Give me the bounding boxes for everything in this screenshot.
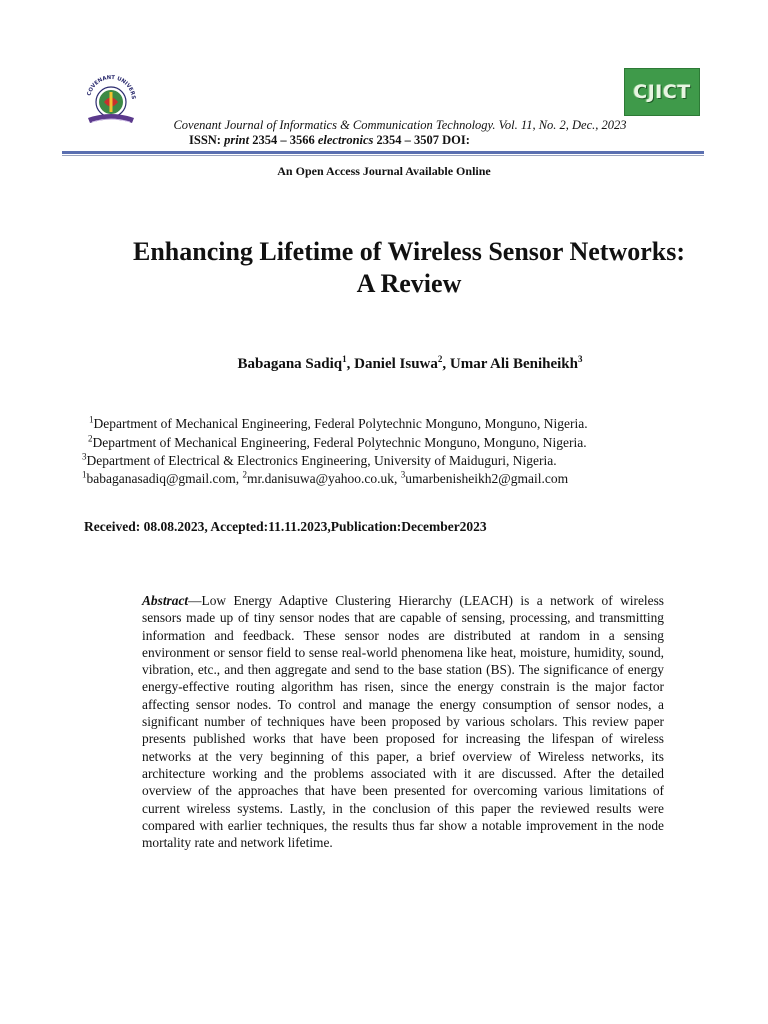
author-1-sup: 1	[342, 354, 347, 364]
header-rule-thin	[62, 155, 704, 156]
email-2-sup: 2	[242, 469, 248, 480]
author-3-sup: 3	[578, 354, 583, 364]
paper-title	[40, 236, 768, 300]
cjict-logo	[624, 68, 700, 116]
email-1: babaganasadiq@gmail.com	[86, 471, 236, 486]
affiliation-3-text: Department of Electrical & Electronics Engineering, University of Maiduguri, Nigeria.	[86, 453, 557, 468]
author-list	[0, 356, 768, 373]
email-1-sup: 1	[82, 469, 87, 480]
affiliation-1-sup: 1	[89, 414, 94, 425]
abstract-text: Low Energy Adaptive Clustering Hierarchy (LEACH) is a network of wireless sensors made up of tiny sensor nodes that are capable of sensing, processing, and transmitting information and feedback. These sensor nodes are distributed at random in a sensing environment or sensor field to sense real-world phenomena like heat, moisture, humidity, sound, vibration, etc., and then aggregate and send to the base station (BS). The significance of energy energy-effective routing algorithm has risen, since the energy constrain is the major factor affecting sensor nodes. To control and manage the energy consumption of sensor nodes, a significant number of techniques have been proposed by various scholars. This review paper presents published works that have been proposed for increasing the lifespan of wireless networks at the very beginning of this paper, a brief overview of Wireless networks, its architecture working and the problems associated with it are discussed. After the detailed overview of the approaches that have been presented for overcoming various limitations of current wireless systems. Lastly, in the conclusion of this paper the reviewed results were compared with earlier techniques, the results thus far show a notable improvement in the node mortality rate and network lifetime.	[142, 593, 664, 851]
abstract-dash: —	[188, 593, 202, 608]
email-separator: ,	[394, 471, 401, 486]
email-3: umarbenisheikh2@gmail.com	[405, 471, 569, 486]
title-line-1: Enhancing Lifetime of Wireless Sensor Networks:	[132, 237, 686, 266]
issn-print-value: 2354 – 3566	[252, 133, 315, 147]
author-2-sup: 2	[437, 354, 443, 364]
affiliation-3-sup: 3	[82, 451, 87, 462]
author-emails	[82, 471, 568, 487]
author-separator: ,	[442, 356, 450, 372]
cjict-logo-text: CJICT	[633, 81, 691, 103]
abstract-label: Abstract	[142, 593, 189, 608]
issn-electronic-label: electronics	[317, 133, 374, 147]
email-3-sup: 3	[400, 469, 406, 480]
issn-print-label: print	[224, 133, 250, 147]
issn-label: ISSN:	[189, 133, 221, 147]
title-line-2: A Review	[356, 269, 462, 298]
affiliation-2-text: Department of Mechanical Engineering, Federal Polytechnic Monguno, Monguno, Nigeria.	[92, 435, 587, 450]
affiliation-1-text: Department of Mechanical Engineering, Federal Polytechnic Monguno, Monguno, Nigeria.	[93, 416, 588, 431]
issn-line	[189, 133, 470, 148]
affiliation-3	[82, 453, 557, 469]
author-1: Babagana Sadiq	[237, 356, 343, 372]
abstract	[142, 592, 664, 851]
affiliation-1	[89, 416, 588, 432]
author-separator: ,	[346, 356, 355, 372]
received-dates: Received: 08.08.2023, Accepted:11.11.2023,Publication:December2023	[84, 519, 487, 534]
seal-text: COVENANT UNIVERS	[86, 74, 137, 100]
issn-electronic-value: 2354 – 3507 DOI:	[376, 133, 470, 147]
author-3: Umar Ali Beniheikh	[449, 356, 578, 372]
open-access-notice: An Open Access Journal Available Online	[277, 164, 491, 178]
email-separator: ,	[235, 471, 243, 486]
email-2: mr.danisuwa@yahoo.co.uk	[247, 471, 395, 486]
affiliation-2	[88, 435, 587, 451]
affiliation-2-sup: 2	[88, 433, 93, 444]
journal-citation: Covenant Journal of Informatics & Communication Technology. Vol. 11, No. 2, Dec., 2023	[173, 118, 627, 132]
author-2: Daniel Isuwa	[354, 356, 438, 372]
header-rule	[62, 151, 704, 154]
